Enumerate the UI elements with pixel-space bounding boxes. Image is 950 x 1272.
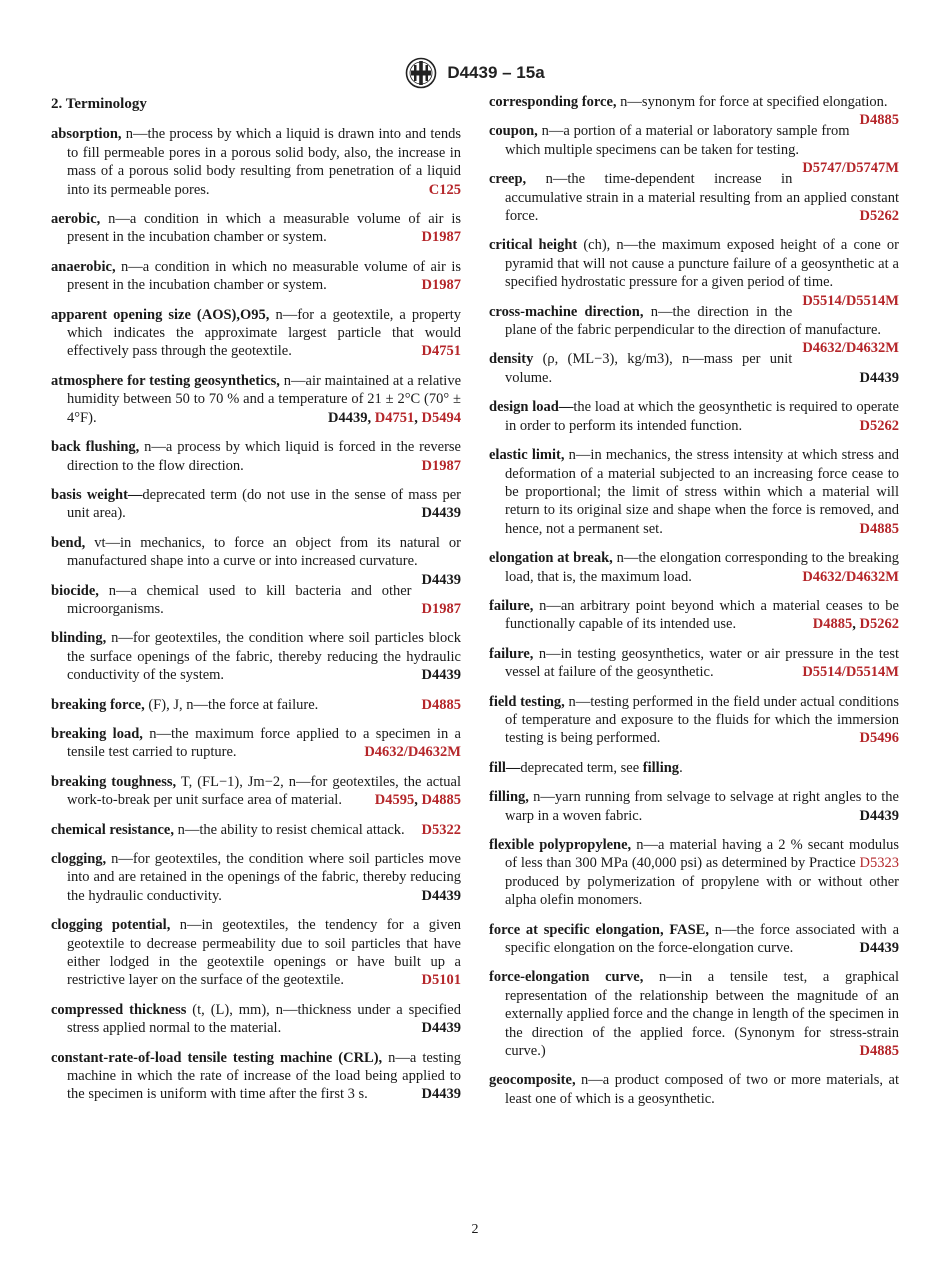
definition-anaerobic: anaerobic, n—a condition in which no measurable volume of air is present in the incubation chamber or system. D1987 [51,258,461,294]
reference-link[interactable]: D5262 [859,616,899,633]
left-column [51,93,461,1115]
reference-link[interactable]: C125 [428,181,461,198]
definition-chemical-resistance: chemical resistance, n—the ability to resist chemical attack. D5322 [51,821,461,838]
definition-biocide: biocide, n—a chemical used to kill bacteria and other microorganisms. D1987 [51,582,461,617]
definition-bend: bend, vt—in mechanics, to force an object from its natural or manufactured shape into a curve or into increased curvature. D4439 [51,534,461,588]
reference-link: D4439 [421,1086,461,1103]
definition-density: density (ρ, (ML−3), kg/m3), n—mass per unit volume. D4439 [489,351,899,386]
definition-breaking-load: breaking load, n—the maximum force applied to a specimen in a tensile test carried to rupture. D4632/D4632M [51,725,461,761]
definition-atmosphere-for-testing: atmosphere for testing geosynthetics, n—air maintained at a relative humidity between 50 to 70 % and a temperature of 21 ± 2°C (70° ± 4°F). D4439, D4751, D5494 [51,372,462,426]
reference-link[interactable]: D4632/D4632M [364,744,461,761]
definition-aerobic: aerobic, n—a condition in which a measurable volume of air is present in the incubation chamber or system. D1987 [51,211,461,246]
definition-filling: filling, n—yarn running from selvage to selvage at right angles to the warp in a woven fabric. D4439 [489,789,899,824]
definition-flexible-polypropylene: flexible polypropylene, n—a material having a 2 % secant modulus of less than 300 MPa (40,000 psi) as determined by Practice D5323 produced by polymerization of propylene with or without other alpha olefin monomers. [489,837,900,909]
reference-link[interactable]: D4595 [374,792,415,809]
reference-link[interactable]: D5262 [859,417,899,434]
reference-link[interactable]: D4885 [421,792,461,809]
reference-link[interactable]: D5747/D5747M [802,160,899,177]
definition-geocomposite: geocomposite, n—a product composed of two or more materials, at least one of which is a geosynthetic. [489,1072,899,1107]
definition-field-testing: field testing, n—testing performed in the field under actual conditions of temperature and exposure to the fluids for which the immersion testing is being performed. D5496 [489,693,899,747]
definition-basis-weight: basis weight—deprecated term (do not use in the sense of mass per unit area). D4439 [51,486,461,522]
reference-link[interactable]: D1987 [421,600,461,617]
definition-breaking-force: breaking force, (F), J, n—the force at failure. D4885 [51,696,461,713]
definition-creep: creep, n—the time-dependent increase in accumulative strain in a material resulting from an applied constant force. D5262 [489,171,899,225]
definition-back-flushing: back flushing, n—a process by which liquid is forced in the reverse direction to the flow direction. D1987 [51,439,461,474]
reference-links: D4439, D4751, D5494 [328,409,461,426]
practice-link[interactable]: D5323 [859,855,899,872]
definition-coupon: coupon, n—a portion of a material or laboratory sample from which multiple specimens can be taken for testing. D5747/D5747M [489,123,899,177]
definition-failure-general: failure, n—an arbitrary point beyond which a material ceases to be functionally capable of its intended use. D4885, D5262 [489,597,899,633]
reference-link: D4439 [859,940,899,957]
right-column [489,93,899,1119]
reference-link[interactable]: D4439 [328,409,368,426]
astm-logo-icon [405,57,437,89]
reference-link[interactable]: D4885 [859,1043,899,1060]
definition-elastic-limit: elastic limit, n—in mechanics, the stress intensity at which stress and deformation of a material subjected to an increasing force cease to be proportional; the limit of stress within which a material will return to its original size and shape when the force is removed, and hence, not a permanent set. D4885 [489,447,899,537]
reference-links: D4885, D5262 [812,616,899,633]
reference-link[interactable]: D4885 [421,696,461,713]
definition-failure-testing: failure, n—in testing geosynthetics, water or air pressure in the test vessel at failure of the geosynthetic. D5514/D5514M [489,645,899,681]
reference-link[interactable]: D4632/D4632M [802,568,899,585]
reference-link[interactable]: D5496 [859,730,899,747]
definition-crl-machine: constant-rate-of-load tensile testing machine (CRL), n—a testing machine in which the rate of increase of the load being applied to the specimen is uniform with time after the first 3 s. D4439 [51,1049,461,1103]
page-header [0,57,950,94]
reference-link[interactable]: D1987 [421,229,461,246]
definition-apparent-opening-size: apparent opening size (AOS),O95, n—for a geotextile, a property which indicates the approximate largest particle that would effectively pass through the geotextile. D4751 [51,306,461,360]
reference-link[interactable]: D4885 [812,616,853,633]
definition-fase: force at specific elongation, FASE, n—the force associated with a specific elongation on the force-elongation curve. D4439 [489,921,900,957]
reference-link[interactable]: D5262 [859,208,899,225]
reference-link[interactable]: D4632/D4632M [802,340,899,357]
reference-link[interactable]: D5514/D5514M [802,664,899,681]
definition-design-load: design load—the load at which the geosynthetic is required to operate in order to perform its intended function. D5262 [489,399,899,434]
definition-compressed-thickness: compressed thickness (t, (L), mm), n—thickness under a specified stress applied normal to the material. D4439 [51,1001,461,1037]
reference-link: D4439 [421,505,461,522]
reference-link: D4439 [421,667,461,684]
reference-link: D4439 [421,1020,461,1037]
definition-critical-height: critical height (ch), n—the maximum exposed height of a cone or pyramid that will not cause a puncture failure of a geosynthetic at a specified hydrostatic pressure for a given period of time. D5514/D5514M [489,237,899,309]
reference-link[interactable]: D4751 [374,409,415,426]
reference-link[interactable]: D4751 [421,343,461,360]
reference-link[interactable]: D4885 [859,112,899,129]
reference-link[interactable]: D4885 [859,520,899,537]
see-also-link[interactable]: filling [642,759,680,776]
definition-corresponding-force: corresponding force, n—synonym for force at specified elongation. D4885 [489,94,899,129]
document-designation: D4439 – 15a [447,63,545,82]
reference-link: D4439 [421,887,461,904]
reference-link[interactable]: D5494 [421,409,461,426]
definition-absorption: absorption, n—the process by which a liquid is drawn into and tends to fill permeable pores in a porous solid body, also, the increase in mass of a porous solid body resulting from penetration of a liquid into its permeable pores. C125 [51,126,461,198]
definition-force-elongation-curve: force-elongation curve, n—in a tensile test, a graphical representation of the relationship between the magnitude of an externally applied force and the change in length of the specimen in the direction of the applied force. (Synonym for stress-strain curve.) D4885 [489,969,899,1060]
reference-link: D4439 [859,369,899,386]
reference-link: D4439 [859,807,899,824]
reference-link[interactable]: D5514/D5514M [802,292,899,309]
reference-link[interactable]: D1987 [421,457,461,474]
page-number: 2 [471,1222,479,1237]
definition-clogging: clogging, n—for geotextiles, the condition where soil particles move into and are retained in the openings of the fabric, thereby reducing the hydraulic conductivity. D4439 [51,851,461,904]
definition-fill: fill—deprecated term, see filling. [489,759,683,776]
definition-clogging-potential: clogging potential, n—in geotextiles, the tendency for a given geotextile to decrease permeability due to soil particles that have either lodged in the geotextile openings or have built up a restrictive layer on the surface of the geotextile. D5101 [51,917,462,989]
reference-link[interactable]: D1987 [421,277,461,294]
section-title: 2. Terminology [51,96,147,112]
reference-link[interactable]: D5101 [421,972,461,989]
reference-link[interactable]: D5322 [421,821,461,838]
definition-breaking-toughness: breaking toughness, T, (FL−1), Jm−2, n—for geotextiles, the actual work-to-break per unit surface area of material. D4595, D4885 [51,773,461,809]
definition-cross-machine-direction: cross-machine direction, n—the direction in the plane of the fabric perpendicular to the direction of manufacture. D4632/D4632M [489,303,899,357]
reference-link: D4439 [421,571,461,588]
definition-elongation-at-break: elongation at break, n—the elongation corresponding to the breaking load, that is, the maximum load. D4632/D4632M [489,550,899,585]
reference-links: D4595, D4885 [374,792,461,809]
definition-blinding: blinding, n—for geotextiles, the condition where soil particles block the surface openings of the fabric, thereby reducing the hydraulic conductivity of the system. D4439 [51,630,461,684]
